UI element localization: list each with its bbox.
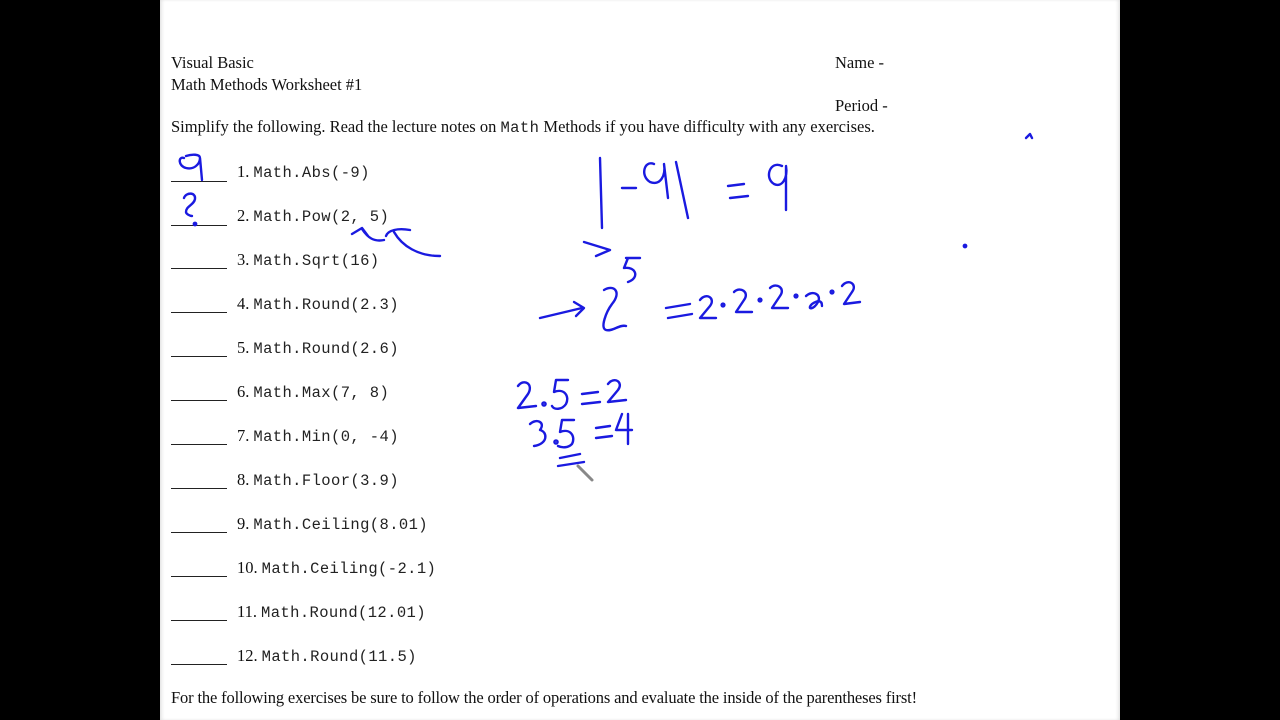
exercise-text bbox=[237, 294, 399, 314]
exercise-text bbox=[237, 338, 399, 358]
exercise-number: 12. bbox=[237, 646, 258, 665]
exercise-expression: Math.Ceiling(-2.1) bbox=[261, 560, 437, 578]
exercise-number: 11. bbox=[237, 602, 258, 621]
exercise-text bbox=[237, 514, 428, 534]
exercise-number: 5. bbox=[237, 338, 250, 357]
answer-blank[interactable] bbox=[171, 532, 227, 533]
exercise-text bbox=[237, 558, 436, 578]
worksheet-page bbox=[160, 0, 1120, 720]
exercise-text bbox=[237, 470, 399, 490]
exercise-text bbox=[237, 646, 417, 666]
worksheet-title: Math Methods Worksheet #1 bbox=[171, 75, 363, 94]
exercise-number: 3. bbox=[237, 250, 250, 269]
exercise-expression: Math.Round(2.3) bbox=[253, 296, 399, 314]
exercise-number: 1. bbox=[237, 162, 250, 181]
period-label: Period - bbox=[835, 96, 888, 115]
exercise-expression: Math.Abs(-9) bbox=[253, 164, 370, 182]
answer-blank[interactable] bbox=[171, 268, 227, 269]
exercise-text bbox=[237, 426, 399, 446]
name-label: Name - bbox=[835, 53, 885, 72]
exercise-expression: Math.Round(2.6) bbox=[253, 340, 399, 358]
exercise-number: 8. bbox=[237, 470, 250, 489]
answer-blank[interactable] bbox=[171, 576, 227, 577]
exercise-text bbox=[237, 162, 370, 182]
exercise-number: 6. bbox=[237, 382, 250, 401]
answer-blank[interactable] bbox=[171, 488, 227, 489]
exercise-expression: Math.Ceiling(8.01) bbox=[253, 516, 429, 534]
exercise-expression: Math.Min(0, -4) bbox=[253, 428, 399, 446]
footer-note: For the following exercises be sure to follow the order of operations and evaluate the inside of the parentheses first! bbox=[171, 688, 917, 707]
answer-blank[interactable] bbox=[171, 225, 227, 226]
exercise-expression: Math.Sqrt(16) bbox=[253, 252, 380, 270]
exercise-text bbox=[237, 250, 380, 270]
exercise-expression: Math.Pow(2, 5) bbox=[253, 208, 390, 226]
instructions-text-2: Methods if you have difficulty with any exercises. bbox=[539, 117, 875, 136]
instructions-code-word: Math bbox=[500, 119, 540, 137]
exercise-number: 2. bbox=[237, 206, 250, 225]
answer-blank[interactable] bbox=[171, 400, 227, 401]
answer-blank[interactable] bbox=[171, 664, 227, 665]
exercise-number: 9. bbox=[237, 514, 250, 533]
instructions bbox=[171, 117, 875, 137]
exercise-text bbox=[237, 382, 389, 402]
answer-blank[interactable] bbox=[171, 620, 227, 621]
answer-blank[interactable] bbox=[171, 444, 227, 445]
exercise-expression: Math.Round(12.01) bbox=[261, 604, 426, 622]
exercise-number: 10. bbox=[237, 558, 258, 577]
exercise-expression: Math.Round(11.5) bbox=[261, 648, 417, 666]
answer-blank[interactable] bbox=[171, 356, 227, 357]
exercise-expression: Math.Floor(3.9) bbox=[253, 472, 399, 490]
exercise-number: 7. bbox=[237, 426, 250, 445]
course-name: Visual Basic bbox=[171, 53, 254, 72]
instructions-text-1: Simplify the following. Read the lecture notes on bbox=[171, 117, 501, 136]
exercise-text bbox=[237, 602, 426, 622]
exercise-expression: Math.Max(7, 8) bbox=[253, 384, 390, 402]
exercise-number: 4. bbox=[237, 294, 250, 313]
answer-blank[interactable] bbox=[171, 312, 227, 313]
answer-blank[interactable] bbox=[171, 181, 227, 182]
exercise-text bbox=[237, 206, 389, 226]
